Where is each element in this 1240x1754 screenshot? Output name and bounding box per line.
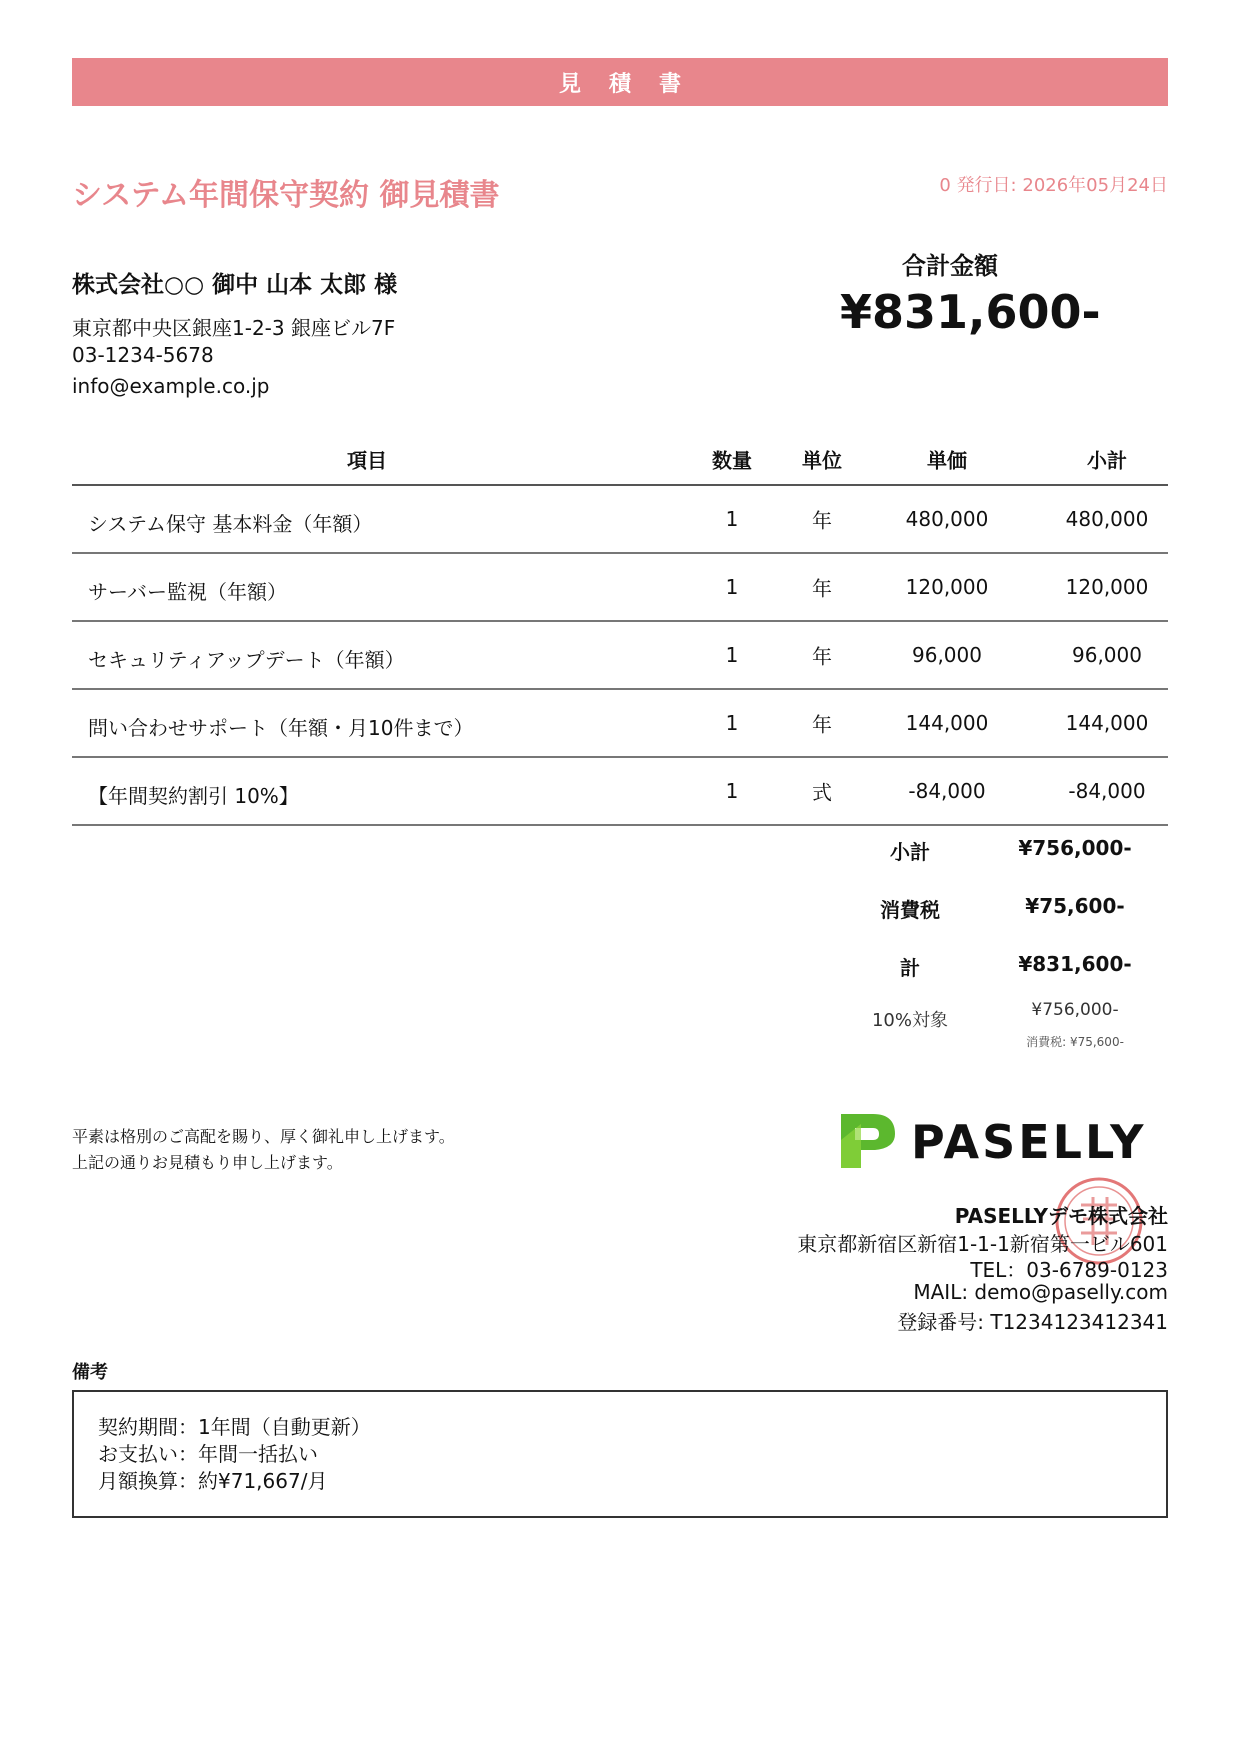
item-qty: 1 xyxy=(725,575,739,599)
paselly-logo xyxy=(835,1110,1168,1172)
item-price: 480,000 xyxy=(905,507,989,531)
item-qty: 1 xyxy=(725,507,739,531)
company-address: 東京都新宿区新宿1-1-1新宿第一ビル601 xyxy=(797,1232,1168,1256)
item-name: 【年間契約割引 10%】 xyxy=(88,784,299,808)
estimate-number: 0 xyxy=(939,175,951,196)
item-unit: 式 xyxy=(812,780,832,805)
client-address: 東京都中央区銀座1-2-3 銀座ビル7F xyxy=(72,316,396,340)
item-name: 問い合わせサポート（年額・月10件まで） xyxy=(88,716,474,740)
tax-target-note: 消費税: ¥75,600- xyxy=(1026,1035,1124,1049)
item-qty: 1 xyxy=(725,643,739,667)
company-name: PASELLYデモ株式会社 xyxy=(954,1204,1168,1228)
item-subtotal: 120,000 xyxy=(1065,575,1149,599)
company-registration: 登録番号: T1234123412341 xyxy=(897,1310,1168,1334)
remark-line: 月額換算：約¥71,667/月 xyxy=(98,1469,328,1493)
total-box xyxy=(840,246,1101,339)
issue-date: 2026年05月24日 xyxy=(1022,175,1168,196)
item-unit: 年 xyxy=(812,712,832,737)
item-name: サーバー監視（年額） xyxy=(88,580,287,604)
item-price: 120,000 xyxy=(905,575,989,599)
summary-tax-value: ¥75,600- xyxy=(1025,894,1125,918)
header-price: 単価 xyxy=(927,448,967,473)
summary-total-value: ¥831,600- xyxy=(1018,952,1132,976)
item-unit: 年 xyxy=(812,508,832,533)
items-table xyxy=(72,434,1168,826)
item-unit: 年 xyxy=(812,576,832,601)
remark-line: 契約期間：1年間（自動更新） xyxy=(98,1415,371,1439)
total-label: 合計金額 xyxy=(902,252,998,280)
item-qty: 1 xyxy=(725,711,739,735)
item-price: -84,000 xyxy=(908,779,986,803)
remark-line: お支払い：年間一括払い xyxy=(98,1442,318,1466)
table-row xyxy=(72,622,1168,690)
summary-subtotal-value: ¥756,000- xyxy=(1018,836,1132,860)
summary-tax-label: 消費税 xyxy=(880,898,940,922)
client-phone: 03-1234-5678 xyxy=(72,343,214,367)
item-unit: 年 xyxy=(812,644,832,669)
item-subtotal: 480,000 xyxy=(1065,507,1149,531)
client-name: 株式会社○○ 御中 山本 太郎 様 xyxy=(72,272,398,298)
issue-date-line xyxy=(939,171,1168,197)
paselly-logo-wordmark: PASELLY xyxy=(911,1115,1147,1169)
header-subtotal: 小計 xyxy=(1087,448,1127,473)
header-name: 項目 xyxy=(347,448,387,473)
table-row xyxy=(72,486,1168,554)
item-subtotal: 96,000 xyxy=(1072,643,1142,667)
greeting-line-2: 上記の通りお見積もり申し上げます。 xyxy=(72,1153,343,1172)
total-amount: ¥831,600- xyxy=(840,285,1101,339)
document-banner: 見積書 xyxy=(72,58,1168,106)
table-row xyxy=(72,690,1168,758)
item-subtotal: 144,000 xyxy=(1065,711,1149,735)
table-row xyxy=(72,758,1168,826)
greeting-line-1: 平素は格別のご高配を賜り、厚く御礼申し上げます。 xyxy=(72,1127,455,1146)
paselly-logo-mark-icon xyxy=(841,1114,895,1168)
company-mail: MAIL: demo@paselly.com xyxy=(913,1280,1168,1304)
item-price: 96,000 xyxy=(912,643,982,667)
table-header xyxy=(72,434,1168,486)
tax-target-amount: ¥756,000- xyxy=(1031,1000,1119,1020)
header-qty: 数量 xyxy=(712,448,752,473)
item-qty: 1 xyxy=(725,779,739,803)
client-email: info@example.co.jp xyxy=(72,374,270,398)
document-title: システム年間保守契約 御見積書 xyxy=(72,178,500,213)
company-tel: TEL：03-6789-0123 xyxy=(970,1258,1168,1282)
remarks-box xyxy=(72,1390,1168,1518)
item-price: 144,000 xyxy=(905,711,989,735)
summary-total-label: 計 xyxy=(900,956,920,980)
item-name: システム保守 基本料金（年額） xyxy=(88,512,373,536)
header-unit: 単位 xyxy=(802,448,842,473)
issue-date-label: 発行日: xyxy=(956,175,1017,196)
tax-target-label: 10%対象 xyxy=(871,1010,948,1031)
remarks-label: 備考 xyxy=(72,1362,108,1383)
item-subtotal: -84,000 xyxy=(1068,779,1146,803)
item-name: セキュリティアップデート（年額） xyxy=(88,648,405,672)
table-row xyxy=(72,554,1168,622)
summary-subtotal-label: 小計 xyxy=(890,840,930,864)
